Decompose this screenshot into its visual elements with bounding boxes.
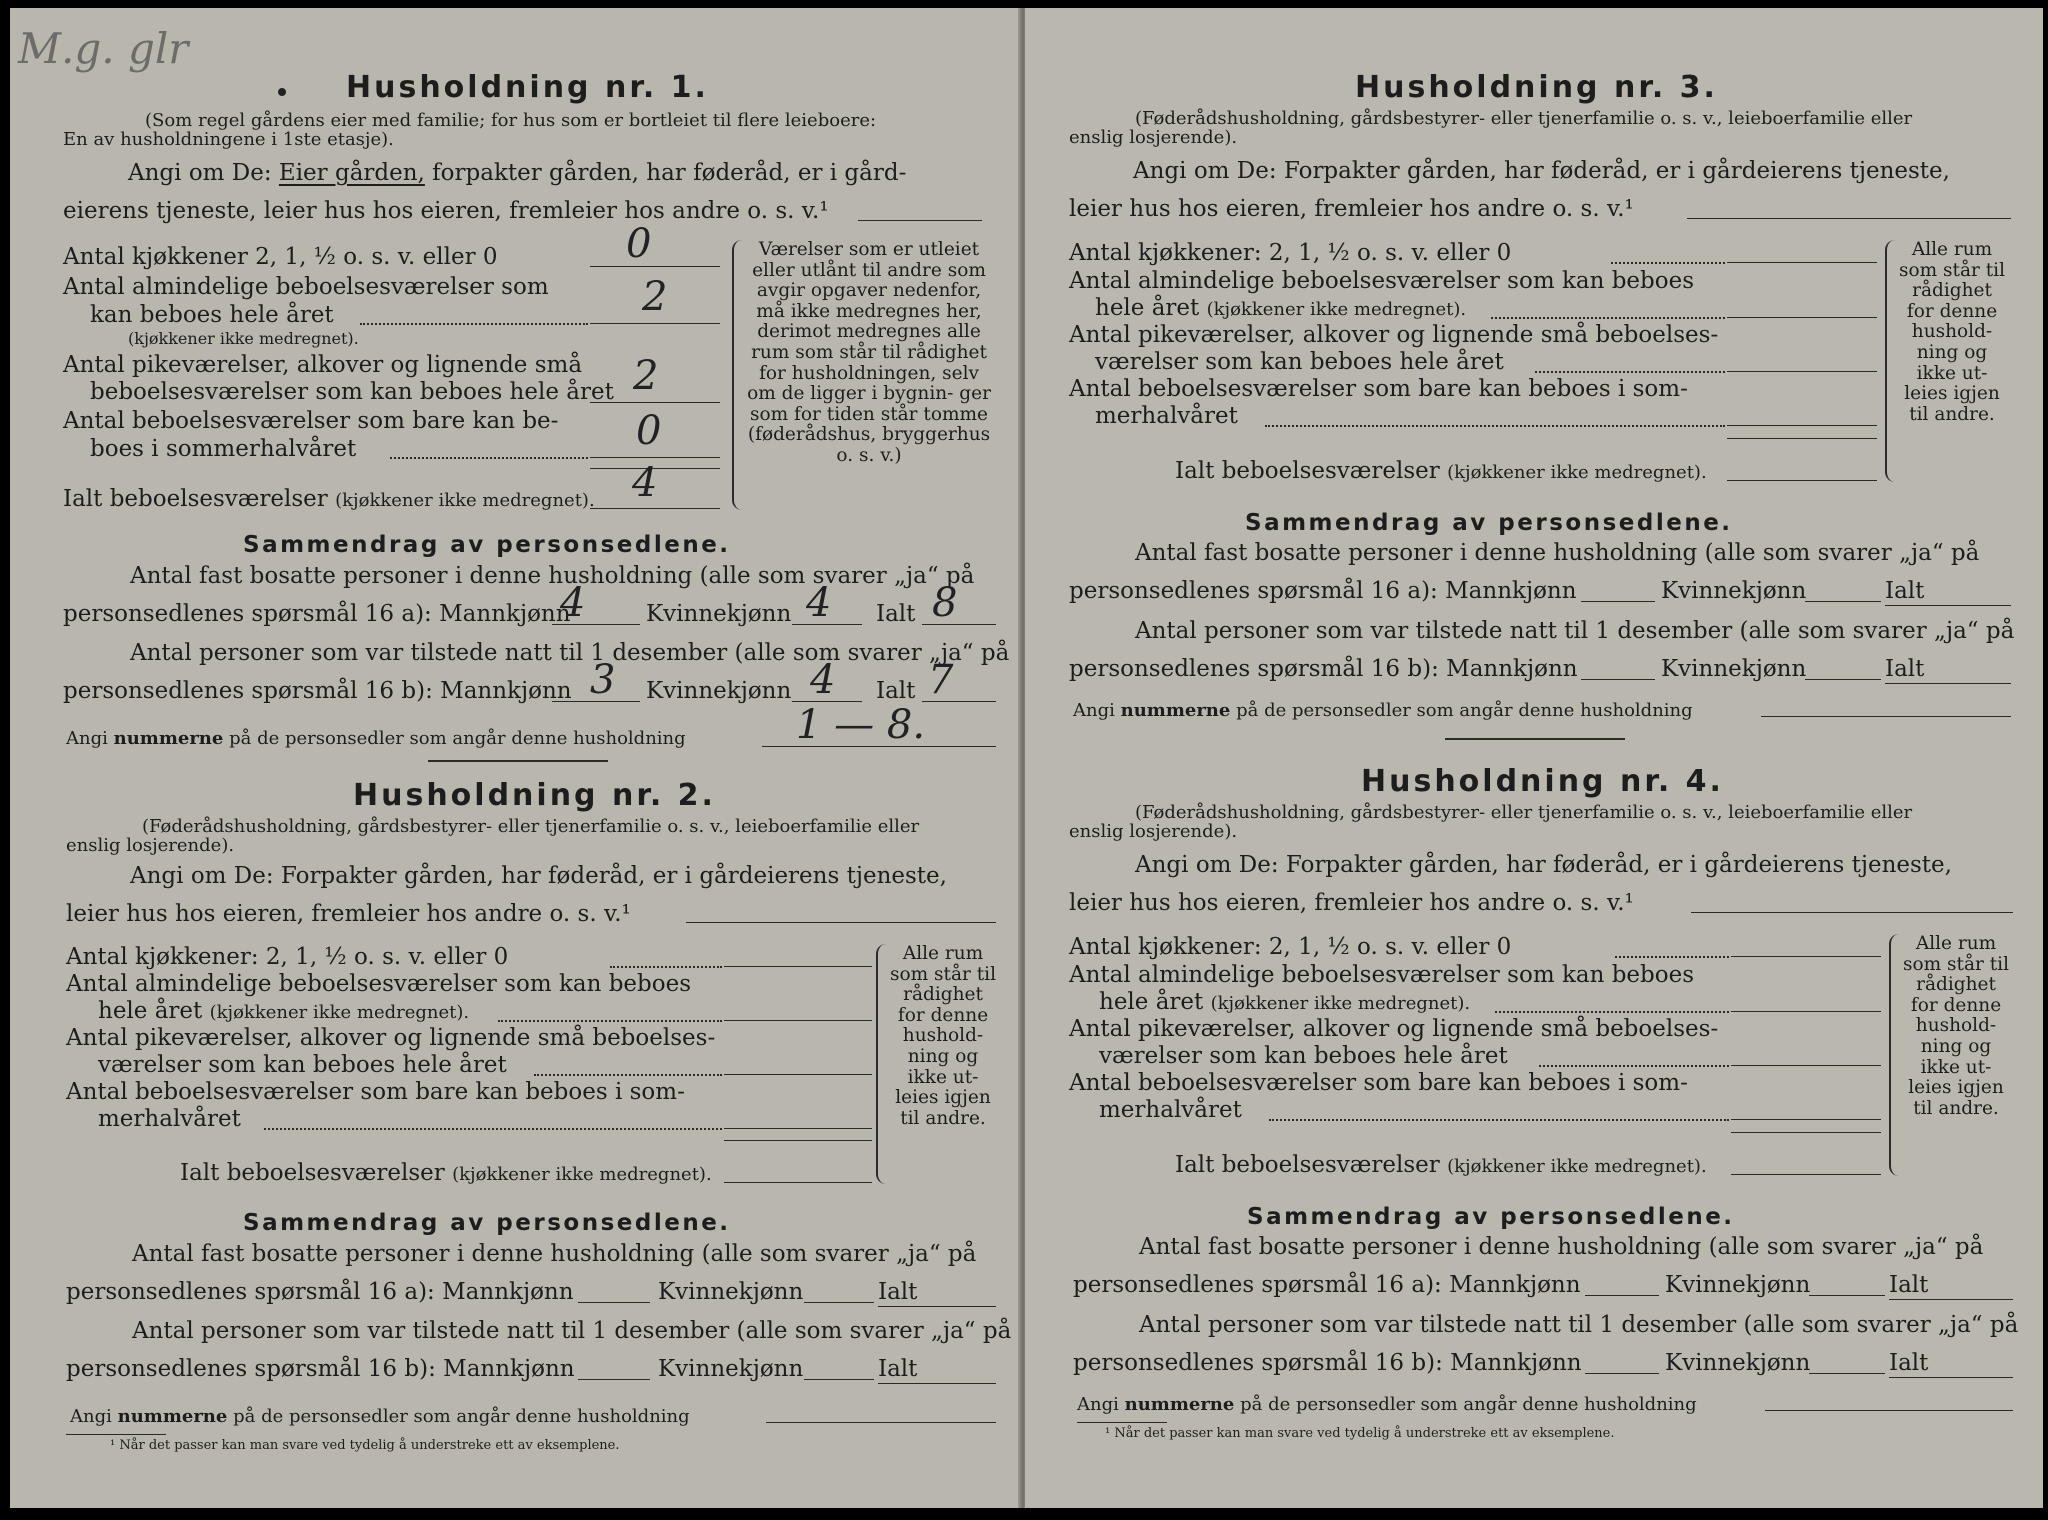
h2-natt-a: Antal personer som var tilstede natt til 1 desember (alle som svarer „ja“ på [132, 1318, 1012, 1344]
h1-fast-kvinne-label: Kvinnekjønn [646, 601, 792, 627]
h1-almindelige-dots [360, 323, 588, 325]
h4-ialt-line [1731, 1174, 1881, 1175]
h2-natt-mann-line [578, 1379, 650, 1380]
h2-natt-ialt-label: Ialt [878, 1356, 918, 1382]
h1-nummerne-value: 1 — 8. [796, 702, 926, 748]
h3-natt-row: personsedlenes spørsmål 16 b): Mannkjønn [1069, 656, 1578, 682]
footnote-rule-right [1077, 1422, 1167, 1423]
h4-natt-mann-line [1585, 1373, 1659, 1374]
h3-fast-a: Antal fast bosatte personer i denne husholdning (alle som svarer „ja“ på [1135, 540, 1980, 566]
h4-kjokkener-line [1731, 956, 1881, 957]
h3-kjokkener-label: Antal kjøkkener: 2, 1, ½ o. s. v. eller 0 [1069, 240, 1512, 266]
h1-angi-line-b: eierens tjeneste, leier hus hos eieren, fremleier hos andre o. s. v.¹ [63, 198, 829, 224]
h3-natt-mann-line [1581, 679, 1655, 680]
h4-almindelige-b: hele året (kjøkkener ikke medregnet). [1099, 989, 1471, 1015]
h1-fast-mann-value: 4 [560, 580, 586, 626]
h4-natt-kvinne-label: Kvinnekjønn [1665, 1350, 1811, 1376]
h4-title: Husholdning nr. 4. [1361, 764, 1724, 799]
h1-natt-kvinne-value: 4 [810, 657, 836, 703]
h3-pike-b: værelser som kan beboes hele året [1095, 349, 1504, 375]
h1-ialt-line: Ialt beboelsesværelser (kjøkkener ikke medregnet). [63, 486, 595, 512]
h4-natt-ialt-label: Ialt [1889, 1350, 1929, 1376]
h4-sommer-a: Antal beboelsesværelser som bare kan beboes i som- [1069, 1070, 1688, 1096]
h3-title: Husholdning nr. 3. [1355, 70, 1718, 105]
h2-kjokkener-label: Antal kjøkkener: 2, 1, ½ o. s. v. eller 0 [66, 944, 509, 970]
h2-almindelige-line [724, 1020, 872, 1021]
h1-brace [732, 240, 746, 510]
h3-pike-line [1727, 371, 1877, 372]
h4-pike-dots [1539, 1065, 1729, 1067]
h2-natt-row: personsedlenes spørsmål 16 b): Mannkjønn [66, 1356, 575, 1382]
h4-ialt-row: Ialt beboelsesværelser (kjøkkener ikke medregnet). [1175, 1152, 1707, 1178]
h3-intro-a: (Føderådshusholdning, gårdsbestyrer- eller tjenerfamilie o. s. v., leieboerfamilie eller [1135, 108, 1913, 129]
h3-ialt-line [1727, 480, 1877, 481]
h2-angi-b: leier hus hos eieren, fremleier hos andre o. s. v.¹ [66, 901, 631, 927]
h2-natt-ialt-line [878, 1383, 996, 1384]
h4-sum-line [1731, 1132, 1881, 1133]
h2-pike-b: værelser som kan beboes hele året [98, 1052, 507, 1078]
h4-sommer-b: merhalvåret [1099, 1097, 1242, 1123]
h2-side-note: Alle rum som står til rådighet for denne hushold- ning og ikke ut- leies igjen til andre. [889, 943, 996, 1129]
h1-sommer-dots [390, 457, 588, 459]
h3-side-note: Alle rum som står til rådighet for denne hushold- ning og ikke ut- leies igjen til andre. [1898, 239, 2005, 425]
h4-angi-answer-line [1691, 912, 2013, 913]
h4-natt-kvinne-line [1809, 1373, 1885, 1374]
h4-sommer-dots [1269, 1119, 1729, 1121]
h2-sommer-line [724, 1128, 872, 1129]
h1-fast-ialt-label: Ialt [876, 601, 916, 627]
left-page [10, 8, 1021, 1508]
h3-sum-line [1727, 438, 1877, 439]
h3-almindelige-b: hele året (kjøkkener ikke medregnet). [1095, 295, 1467, 321]
h4-almindelige-a: Antal almindelige beboelsesværelser som kan beboes [1069, 962, 1695, 988]
h4-pike-b: værelser som kan beboes hele året [1099, 1043, 1508, 1069]
h3-angi-b: leier hus hos eieren, fremleier hos andre o. s. v.¹ [1069, 196, 1634, 222]
right-page [1025, 8, 2043, 1508]
h2-fast-ialt-label: Ialt [878, 1279, 918, 1305]
h3-fast-ialt-label: Ialt [1885, 578, 1925, 604]
h2-fast-a: Antal fast bosatte personer i denne husholdning (alle som svarer „ja“ på [132, 1241, 977, 1267]
h3-sommer-a: Antal beboelsesværelser som bare kan beboes i som- [1069, 376, 1688, 402]
h2-fast-kvinne-label: Kvinnekjønn [658, 1279, 804, 1305]
h1-sommer-a: Antal beboelsesværelser som bare kan be- [63, 408, 559, 434]
h2-sammendrag-title: Sammendrag av personsedlene. [243, 1210, 731, 1236]
h3-angi-a: Angi om De: Forpakter gården, har føderåd, er i gårdeierens tjeneste, [1133, 158, 1950, 184]
h3-pike-dots [1535, 371, 1725, 373]
h1-angi-underlined: Eier gården, [278, 160, 425, 186]
h3-nummerne-row: Angi nummerne på de personsedler som angår denne husholdning [1073, 700, 1693, 721]
h2-nummerne-row: Angi nummerne på de personsedler som angår denne husholdning [70, 1406, 690, 1427]
h1-fast-row: personsedlenes spørsmål 16 a): Mannkjønn [63, 601, 571, 627]
h1-natt-row: personsedlenes spørsmål 16 b): Mannkjønn [63, 678, 572, 704]
h1-ialt-line-rule [590, 508, 720, 509]
h2-fast-kvinne-line [804, 1302, 874, 1303]
h3-nummerne-line [1761, 716, 2011, 717]
h4-fast-ialt-line [1889, 1299, 2013, 1300]
h1-almindelige-value: 2 [642, 274, 668, 320]
h4-fast-ialt-label: Ialt [1889, 1272, 1929, 1298]
h1-natt-a: Antal personer som var tilstede natt til 1 desember (alle som svarer „ja“ på [130, 640, 1010, 666]
h4-kjokkener-label: Antal kjøkkener: 2, 1, ½ o. s. v. eller 0 [1069, 934, 1512, 960]
h1-natt-ialt-value: 7 [928, 657, 954, 703]
h3-intro-b: enslig losjerende). [1069, 127, 1238, 148]
h4-pike-a: Antal pikeværelser, alkover og lignende små beboelses- [1069, 1016, 1719, 1042]
h2-almindelige-dots [498, 1020, 722, 1022]
h2-sommer-dots [264, 1128, 722, 1130]
footnote-rule-left [66, 1434, 166, 1435]
h4-sommer-line [1731, 1119, 1881, 1120]
h1-sammendrag-title: Sammendrag av personsedlene. [243, 532, 731, 558]
h4-natt-ialt-line [1889, 1377, 2013, 1378]
h3-pike-a: Antal pikeværelser, alkover og lignende små beboelses- [1069, 322, 1719, 348]
h2-fast-ialt-line [878, 1306, 996, 1307]
h3-ialt-row: Ialt beboelsesværelser (kjøkkener ikke medregnet). [1175, 458, 1707, 484]
h1-natt-kvinne-label: Kvinnekjønn [646, 678, 792, 704]
h3-natt-kvinne-label: Kvinnekjønn [1661, 656, 1807, 682]
h2-sommer-a: Antal beboelsesværelser som bare kan beboes i som- [66, 1079, 685, 1105]
h1-almindelige-b: kan beboes hele året [90, 302, 334, 328]
h2-natt-kvinne-label: Kvinnekjønn [658, 1356, 804, 1382]
h3-kjokkener-dots [1611, 262, 1725, 264]
h1-intro-a: (Som regel gårdens eier med familie; for hus som er bortleiet til flere leieboere: [145, 110, 877, 131]
h4-angi-a: Angi om De: Forpakter gården, har føderåd, er i gårdeierens tjeneste, [1135, 852, 1952, 878]
h3-fast-ialt-line [1885, 605, 2011, 606]
h2-angi-answer-line [686, 922, 996, 923]
h1-kjokkener-line [590, 266, 720, 267]
h2-ialt-row: Ialt beboelsesværelser (kjøkkener ikke medregnet). [180, 1160, 712, 1186]
h4-side-note: Alle rum som står til rådighet for denne hushold- ning og ikke ut- leies igjen til andre. [1902, 933, 2009, 1119]
h3-natt-a: Antal personer som var tilstede natt til 1 desember (alle som svarer „ja“ på [1135, 618, 2015, 644]
h2-intro-b: enslig losjerende). [66, 835, 235, 856]
h3-kjokkener-line [1727, 262, 1877, 263]
h2-natt-kvinne-line [804, 1379, 874, 1380]
h4-fast-a: Antal fast bosatte personer i denne husholdning (alle som svarer „ja“ på [1139, 1234, 1984, 1260]
h4-intro-b: enslig losjerende). [1069, 821, 1238, 842]
h3-sommer-dots [1265, 425, 1725, 427]
h4-fast-mann-line [1585, 1295, 1659, 1296]
h3-fast-row: personsedlenes spørsmål 16 a): Mannkjønn [1069, 578, 1577, 604]
h4-fast-kvinne-line [1809, 1295, 1885, 1296]
h3-almindelige-line [1727, 317, 1877, 318]
h1-natt-mann-value: 3 [590, 657, 616, 703]
h2-pike-a: Antal pikeværelser, alkover og lignende små beboelses- [66, 1025, 716, 1051]
h2-sommer-b: merhalvåret [98, 1106, 241, 1132]
h1-almindelige-note: (kjøkkener ikke medregnet). [128, 329, 359, 348]
h1-ialt-value: 4 [632, 460, 658, 506]
h1-separator [428, 760, 608, 762]
h2-title: Husholdning nr. 2. [353, 778, 716, 813]
h1-pike-value: 2 [633, 353, 659, 399]
h2-sum-line [724, 1140, 872, 1141]
h3-sommer-b: merhalvåret [1095, 403, 1238, 429]
h2-almindelige-b: hele året (kjøkkener ikke medregnet). [98, 998, 470, 1024]
h3-fast-kvinne-line [1805, 601, 1881, 602]
h1-sommer-b: boes i sommerhalvåret [90, 436, 357, 462]
h2-ialt-line [724, 1182, 872, 1183]
h3-almindelige-dots [1491, 317, 1725, 319]
h3-separator [1445, 738, 1625, 740]
h3-natt-ialt-label: Ialt [1885, 656, 1925, 682]
h1-pike-a: Antal pikeværelser, alkover og lignende små [63, 352, 583, 378]
h1-sommer-value: 0 [636, 408, 662, 454]
h1-fast-ialt-value: 8 [932, 580, 958, 626]
h4-nummerne-row: Angi nummerne på de personsedler som angår denne husholdning [1077, 1394, 1697, 1415]
h4-fast-kvinne-label: Kvinnekjønn [1665, 1272, 1811, 1298]
h3-sammendrag-title: Sammendrag av personsedlene. [1245, 510, 1733, 536]
h3-natt-kvinne-line [1805, 679, 1881, 680]
h1-kjokkener-value: 0 [626, 221, 652, 267]
h1-angi-answer-line [858, 220, 982, 221]
pencil-note: M.g. glr [18, 24, 189, 73]
h2-almindelige-a: Antal almindelige beboelsesværelser som kan beboes [66, 971, 692, 997]
footnote-right: ¹ Når det passer kan man svare ved tydelig å understreke ett av eksemplene. [1105, 1426, 1615, 1441]
h1-angi-line-a: Angi om De: Eier gården, forpakter gården, har føderåd, er i gård- [128, 160, 907, 186]
h1-almindelige-a: Antal almindelige beboelsesværelser som [63, 274, 549, 300]
h1-sommer-line [590, 457, 720, 458]
h4-angi-b: leier hus hos eieren, fremleier hos andre o. s. v.¹ [1069, 890, 1634, 916]
h4-intro-a: (Føderådshusholdning, gårdsbestyrer- eller tjenerfamilie o. s. v., leieboerfamilie eller [1135, 802, 1913, 823]
h4-nummerne-line [1765, 1410, 2013, 1411]
h3-sommer-line [1727, 425, 1877, 426]
h4-natt-a: Antal personer som var tilstede natt til 1 desember (alle som svarer „ja“ på [1139, 1312, 2019, 1338]
h4-almindelige-dots [1495, 1011, 1729, 1013]
h3-fast-mann-line [1581, 601, 1655, 602]
h3-almindelige-a: Antal almindelige beboelsesværelser som kan beboes [1069, 268, 1695, 294]
footnote-left: ¹ Når det passer kan man svare ved tydelig å understreke ett av eksemplene. [110, 1438, 620, 1453]
h4-fast-row: personsedlenes spørsmål 16 a): Mannkjønn [1073, 1272, 1581, 1298]
h4-sammendrag-title: Sammendrag av personsedlene. [1247, 1204, 1735, 1230]
h2-pike-dots [534, 1074, 722, 1076]
h4-kjokkener-dots [1615, 956, 1729, 958]
h2-fast-mann-line [578, 1302, 650, 1303]
h1-side-note: Værelser som er utleiet eller utlånt til andre som avgir opgaver nedenfor, må ikke medregnes her, derimot medregnes alle rum som står til rådighet for husholdningen, selv om de ligger i bygnin- ger som for tiden står tomme (føderådshus, bryggerhus o. s. v.) [747, 239, 991, 466]
h1-almindelige-line [590, 323, 720, 324]
h2-intro-a: (Føderådshusholdning, gårdsbestyrer- eller tjenerfamilie o. s. v., leieboerfamilie eller [142, 816, 920, 837]
h1-nummerne-row: Angi nummerne på de personsedler som angår denne husholdning [66, 728, 686, 749]
h1-pike-line [590, 402, 720, 403]
h3-angi-answer-line [1687, 218, 2011, 219]
h1-natt-ialt-label: Ialt [876, 678, 916, 704]
h4-almindelige-line [1731, 1011, 1881, 1012]
h2-kjokkener-dots [610, 966, 722, 968]
h3-natt-ialt-line [1885, 683, 2011, 684]
h1-fast-kvinne-value: 4 [806, 580, 832, 626]
bullet-mark [278, 88, 286, 96]
h1-pike-b: beboelsesværelser som kan beboes hele året [90, 379, 614, 405]
h3-fast-kvinne-label: Kvinnekjønn [1661, 578, 1807, 604]
h2-angi-a: Angi om De: Forpakter gården, har føderåd, er i gårdeierens tjeneste, [130, 863, 947, 889]
h1-fast-a: Antal fast bosatte personer i denne husholdning (alle som svarer „ja“ på [130, 563, 975, 589]
h1-title: Husholdning nr. 1. [346, 70, 709, 105]
h2-nummerne-line [766, 1422, 996, 1423]
h1-kjokkener-label: Antal kjøkkener 2, 1, ½ o. s. v. eller 0 [63, 244, 498, 270]
h2-fast-row: personsedlenes spørsmål 16 a): Mannkjønn [66, 1279, 574, 1305]
h2-kjokkener-line [724, 966, 872, 967]
h4-pike-line [1731, 1065, 1881, 1066]
h1-intro-b: En av husholdningene i 1ste etasje). [63, 129, 394, 150]
h4-natt-row: personsedlenes spørsmål 16 b): Mannkjønn [1073, 1350, 1582, 1376]
h2-pike-line [724, 1074, 872, 1075]
